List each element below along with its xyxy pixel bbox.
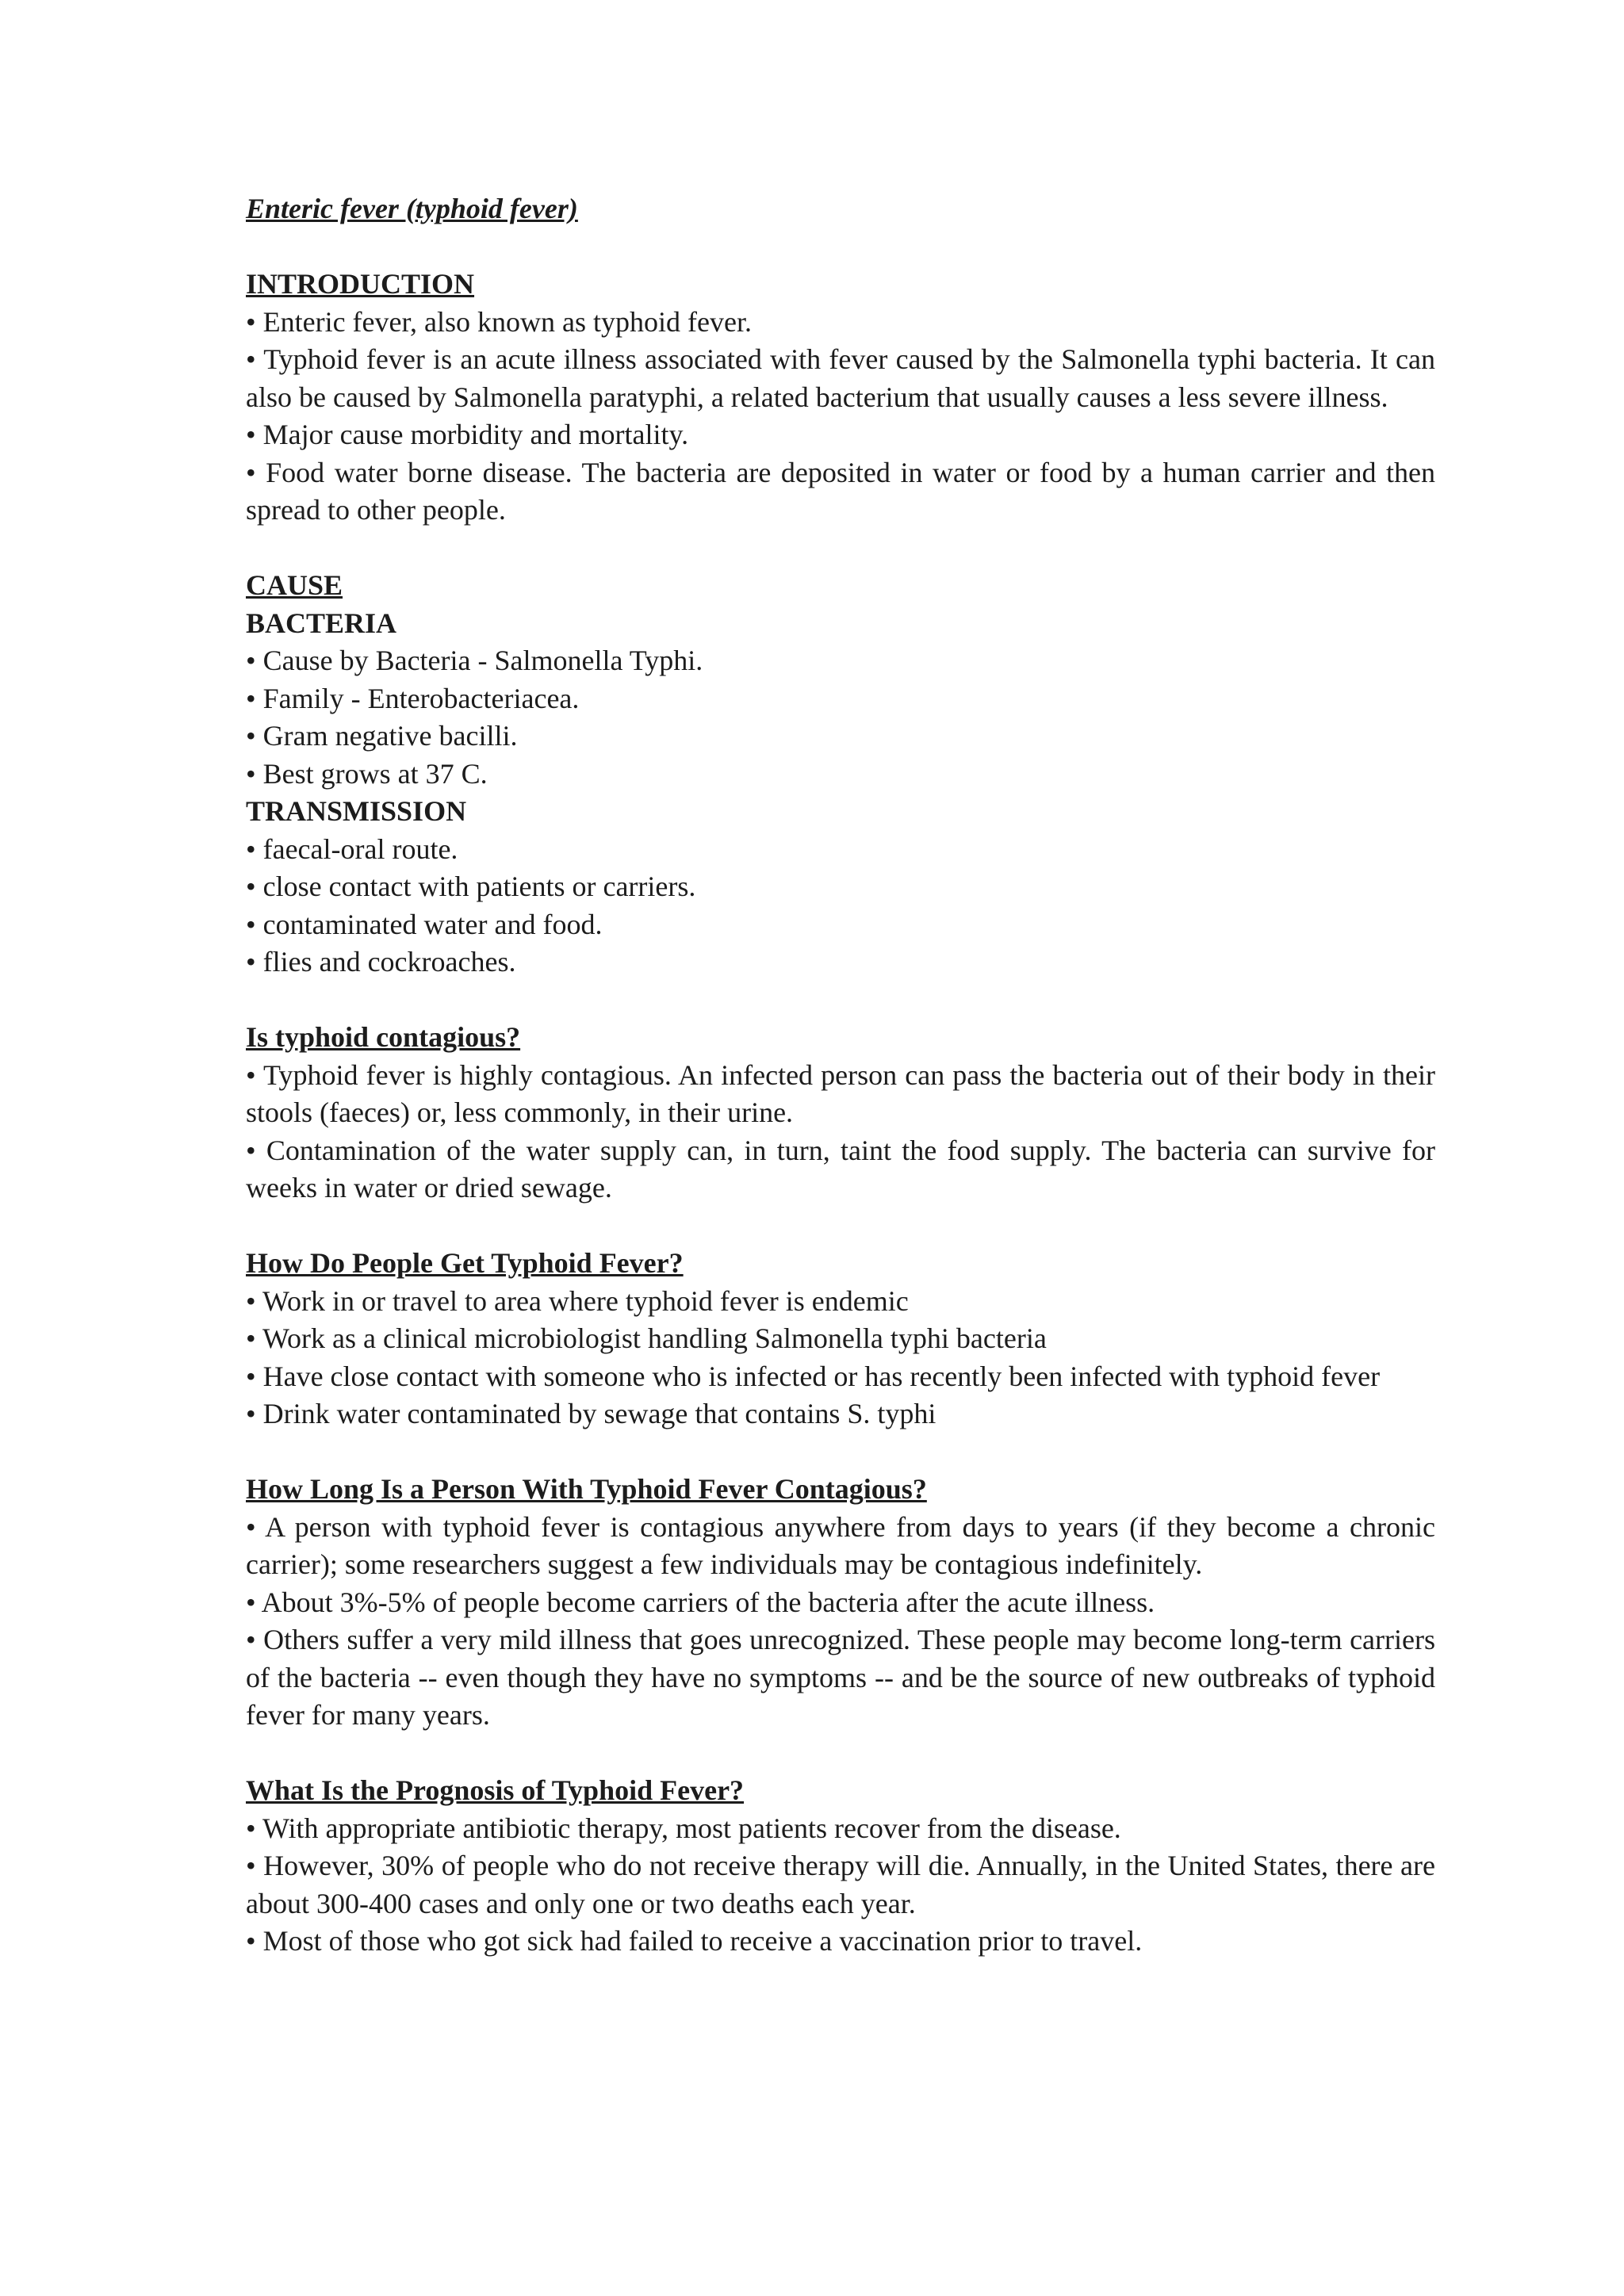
subsection-heading: BACTERIA: [246, 607, 397, 639]
section-cause: [246, 567, 1435, 982]
section-heading: CAUSE: [246, 569, 343, 601]
section-heading: Is typhoid contagious?: [246, 1021, 521, 1053]
list-item: • Work in or travel to area where typhoid fever is endemic: [246, 1284, 909, 1317]
list-item: • Best grows at 37 C.: [246, 757, 488, 790]
section-heading: What Is the Prognosis of Typhoid Fever?: [246, 1774, 745, 1806]
list-item: • Typhoid fever is highly contagious. An infected person can pass the bacteria out of their body in their stools (faeces) or, less commonly, in their urine.: [246, 1058, 1435, 1128]
spacer: [246, 530, 1435, 568]
list-item: • Drink water contaminated by sewage that contains S. typhi: [246, 1398, 936, 1429]
list-item: • A person with typhoid fever is contagious anywhere from days to years (if they become a chronic carrier); some researchers suggest a few individuals may be contagious indefinitely.: [246, 1510, 1435, 1580]
list-item: • With appropriate antibiotic therapy, most patients recover from the disease.: [246, 1812, 1121, 1844]
list-item: • However, 30% of people who do not receive therapy will die. Annually, in the United States, there are about 300-400 cases and only one or two deaths each year.: [246, 1850, 1435, 1919]
list-item: • flies and cockroaches.: [246, 946, 516, 978]
section-how-get: [246, 1245, 1435, 1433]
spacer: [246, 1207, 1435, 1246]
spacer: [246, 228, 1435, 266]
spacer: [246, 1433, 1435, 1471]
section-contagious: [246, 1019, 1435, 1207]
section-heading: INTRODUCTION: [246, 268, 475, 300]
list-item: • contaminated water and food.: [246, 908, 603, 940]
list-item: • Typhoid fever is an acute illness associated with fever caused by the Salmonella typhi bacteria. It can also be caused by Salmonella paratyphi, a related bacterium that usually causes a less severe illness.: [246, 343, 1435, 413]
spacer: [246, 982, 1435, 1020]
list-item: • close contact with patients or carriers.: [246, 871, 696, 902]
section-heading: How Long Is a Person With Typhoid Fever Contagious?: [246, 1473, 927, 1505]
list-item: • Major cause morbidity and mortality.: [246, 419, 689, 450]
list-item: • About 3%-5% of people become carriers of the bacteria after the acute illness.: [246, 1586, 1155, 1618]
list-item: • Family - Enterobacteriacea.: [246, 682, 580, 714]
section-prognosis: [246, 1772, 1435, 1961]
list-item: • Contamination of the water supply can, in turn, taint the food supply. The bacteria can survive for weeks in water or dried sewage.: [246, 1134, 1435, 1203]
list-item: • Have close contact with someone who is infected or has recently been infected with typhoid fever: [246, 1360, 1381, 1392]
section-how-long: [246, 1471, 1435, 1735]
list-item: • faecal-oral route.: [246, 832, 458, 865]
section-introduction: [246, 266, 1435, 530]
document-title: Enteric fever (typhoid fever): [246, 193, 578, 224]
section-heading: How Do People Get Typhoid Fever?: [246, 1247, 684, 1279]
document-page: [246, 190, 1435, 1961]
list-item: • Others suffer a very mild illness that goes unrecognized. These people may become long-term carriers of the bacteria -- even though they have no symptoms -- and be the source of new outbreaks of typhoid fever for many years.: [246, 1624, 1435, 1731]
spacer: [246, 1735, 1435, 1773]
list-item: • Cause by Bacteria - Salmonella Typhi.: [246, 645, 703, 676]
list-item: • Work as a clinical microbiologist handling Salmonella typhi bacteria: [246, 1322, 1047, 1354]
list-item: • Gram negative bacilli.: [246, 720, 518, 752]
list-item: • Enteric fever, also known as typhoid fever.: [246, 305, 752, 338]
list-item: • Most of those who got sick had failed to receive a vaccination prior to travel.: [246, 1925, 1143, 1957]
list-item: • Food water borne disease. The bacteria are deposited in water or food by a human carrier and then spread to other people.: [246, 456, 1435, 526]
subsection-heading: TRANSMISSION: [246, 795, 467, 827]
